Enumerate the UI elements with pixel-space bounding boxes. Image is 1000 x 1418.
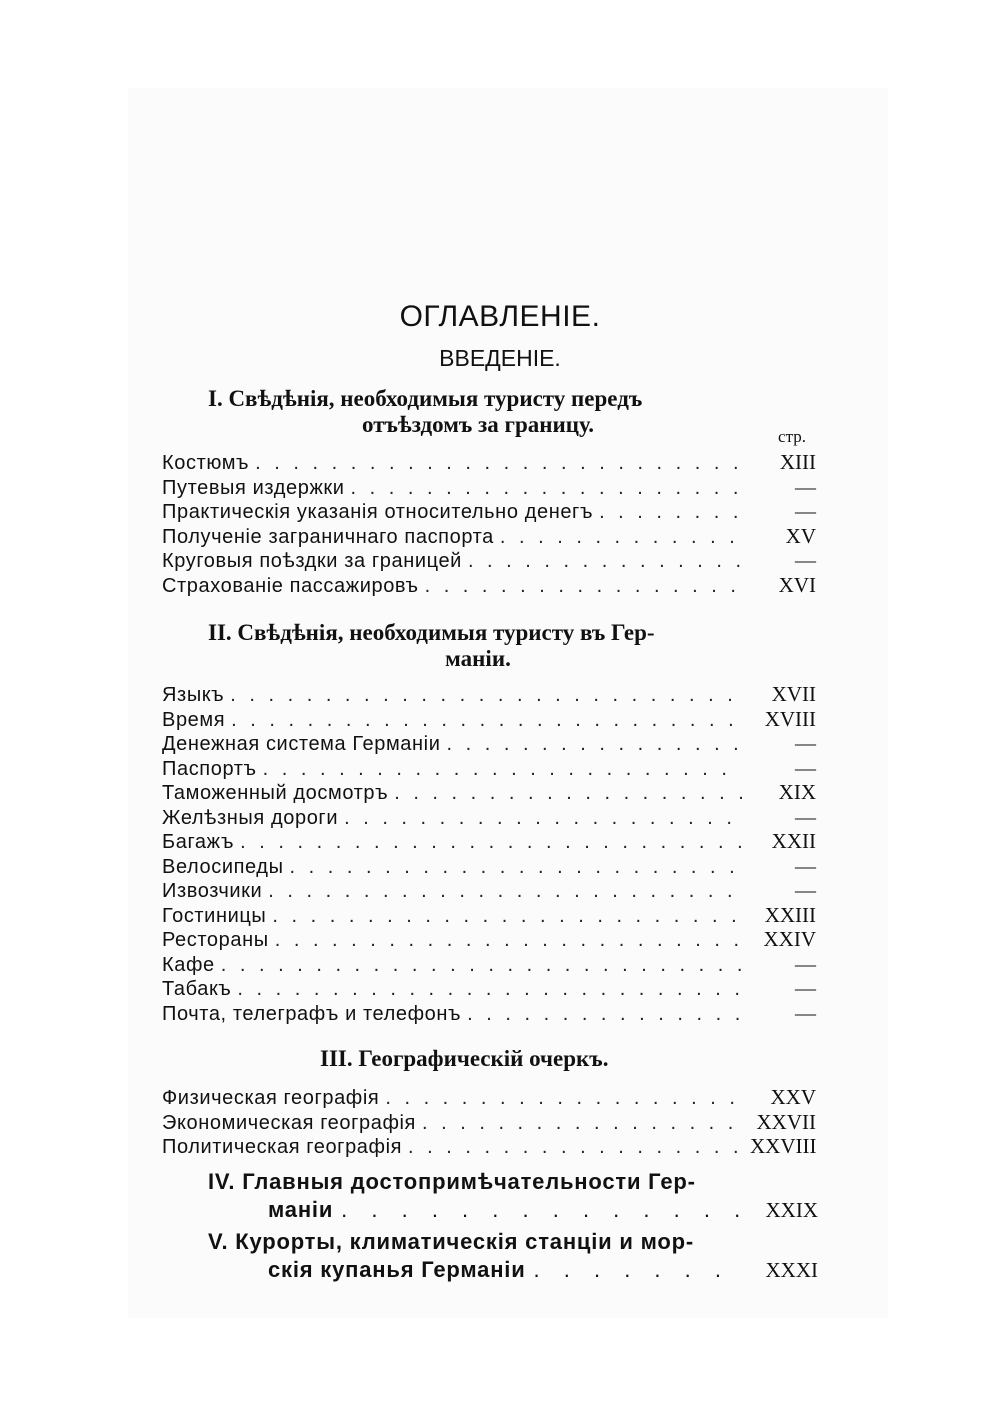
toc-entry-label: Путевыя издержки: [162, 476, 345, 499]
toc-entry[interactable]: [162, 731, 816, 756]
dot-leader: [275, 929, 742, 952]
dot-leader: [468, 550, 742, 573]
dot-leader: [290, 856, 742, 879]
toc-entry-label: Время: [162, 708, 226, 731]
toc-entry-label: Паспортъ: [162, 757, 257, 780]
toc-entry[interactable]: [162, 829, 816, 854]
toc-entry-label: Денежная система Германіи: [162, 733, 441, 755]
toc-entry-label: Практическія указанія относительно денегъ: [162, 501, 594, 523]
toc-entry-label: Велосипеды: [162, 855, 284, 878]
dot-leader: [231, 709, 742, 732]
toc-entry-page: —: [795, 731, 816, 755]
toc-entry-page: —: [795, 548, 816, 572]
dot-leader: [385, 1087, 742, 1110]
section-5-line1: V. Курорты, климатическія станціи и мор-: [208, 1229, 695, 1254]
toc-entry[interactable]: [162, 1001, 816, 1026]
section-4-line2: маніи: [268, 1197, 334, 1222]
toc-entry-label: Багажъ: [162, 831, 235, 853]
toc-entry[interactable]: [162, 499, 816, 524]
toc-entry-page: XIII: [779, 450, 816, 474]
toc-entry-label: Гостиницы: [162, 904, 267, 927]
toc-entry[interactable]: [162, 573, 816, 598]
toc-entry-page: XXVII: [756, 1109, 816, 1134]
toc-entry-label: Рестораны: [162, 929, 269, 951]
dot-leader: [341, 1196, 744, 1224]
toc-entry-label: Почта, телеграфъ и телефонъ: [162, 1002, 462, 1025]
dot-leader: [599, 501, 742, 524]
dot-leader: [240, 831, 742, 854]
toc-entry-page: XXVIII: [750, 1134, 817, 1158]
toc-entry[interactable]: [162, 524, 816, 549]
toc-entry[interactable]: [162, 548, 816, 573]
dot-leader: [221, 954, 742, 977]
toc-entry-label: Табакъ: [162, 978, 232, 1000]
toc-entry[interactable]: [162, 1134, 816, 1159]
toc-entry-page: —: [795, 804, 816, 829]
page-title: ОГЛАВЛЕНІЕ.: [399, 300, 601, 333]
toc-entry-section-5[interactable]: [208, 1228, 818, 1284]
toc-entry-label: Полученіе заграничнаго паспорта: [162, 525, 494, 548]
section-heading-2-line1: II. Свѣдѣнія, необходимыя туристу въ Гер-: [208, 620, 655, 645]
toc-entry-section-4[interactable]: [208, 1168, 818, 1224]
toc-entry-label: Политическая географія: [162, 1136, 403, 1158]
toc-entry-page: XV: [785, 523, 816, 548]
toc-entry[interactable]: [162, 878, 816, 903]
toc-entry-page: —: [795, 474, 816, 499]
toc-entry-page: XVIII: [764, 706, 816, 731]
toc-entry[interactable]: [162, 903, 816, 928]
dot-leader: [500, 526, 742, 549]
dot-leader: [344, 807, 742, 830]
dot-leader: [263, 758, 742, 781]
toc-entry-page: —: [795, 755, 816, 780]
toc-entry-page: —: [795, 976, 816, 1000]
toc-entry-label: Таможенный досмотръ: [162, 782, 389, 804]
section-heading-2-line2: маніи.: [445, 646, 511, 671]
dot-leader: [351, 477, 742, 500]
toc-entry[interactable]: [162, 976, 816, 1001]
section-heading-2: [208, 620, 748, 672]
dot-leader: [408, 1136, 742, 1159]
toc-entry[interactable]: [162, 952, 816, 977]
toc-entry-page: —: [795, 1000, 816, 1025]
toc-entry-page: XXIV: [763, 927, 816, 951]
dot-leader: [268, 880, 742, 903]
toc-entry-page: —: [795, 951, 816, 976]
toc-entry[interactable]: [162, 707, 816, 732]
toc-entry[interactable]: [162, 780, 816, 805]
dot-leader: [446, 733, 742, 756]
toc-entry-label: Языкъ: [162, 684, 225, 706]
dot-leader: [422, 1112, 742, 1135]
toc-entry[interactable]: [162, 682, 816, 707]
toc-entry-page: —: [795, 878, 816, 902]
toc-entry[interactable]: [162, 854, 816, 879]
dot-leader: [394, 782, 742, 805]
section-heading-1-line2: отъѣздомъ за границу.: [362, 412, 594, 437]
toc-entry-page: XIX: [778, 780, 816, 804]
section-heading-3-line1: III. Географическій очеркъ.: [320, 1046, 609, 1071]
dot-leader: [425, 575, 742, 598]
toc-entry-page: XXII: [771, 829, 816, 853]
section-4-line1: IV. Главныя достопримѣчательности Гер-: [208, 1169, 696, 1194]
dot-leader: [255, 452, 742, 475]
section-4-page: XXIX: [765, 1198, 818, 1222]
toc-entry-page: XXV: [770, 1085, 816, 1109]
toc-entry[interactable]: [162, 756, 816, 781]
toc-entry[interactable]: [162, 1110, 816, 1135]
section-5-line2: скія купанья Германіи: [268, 1257, 526, 1282]
section-heading-3: [320, 1046, 720, 1072]
dot-leader: [237, 978, 742, 1001]
intro-heading: ВВЕДЕНІЕ.: [439, 345, 561, 371]
page-column-label: стр.: [778, 427, 806, 446]
toc-entry-page: XXIII: [764, 902, 816, 927]
toc-entry-label: Кафе: [162, 953, 215, 976]
toc-list-section-3: [162, 1085, 816, 1159]
section-5-page: XXXI: [765, 1258, 818, 1282]
toc-entry[interactable]: [162, 475, 816, 500]
dot-leader: [534, 1256, 744, 1284]
toc-entry-label: Экономическая географія: [162, 1111, 416, 1134]
toc-entry-label: Физическая географія: [162, 1087, 380, 1109]
toc-entry[interactable]: [162, 927, 816, 952]
toc-entry-label: Извозчики: [162, 880, 263, 902]
toc-entry[interactable]: [162, 805, 816, 830]
dot-leader: [272, 905, 742, 928]
toc-list-section-1: [162, 450, 816, 597]
toc-entry-label: Костюмъ: [162, 452, 250, 474]
toc-entry[interactable]: [162, 450, 816, 475]
section-heading-1: [208, 386, 748, 438]
toc-entry-label: Страхованіе пассажировъ: [162, 574, 419, 597]
toc-list-section-2: [162, 682, 816, 1025]
section-heading-1-line1: I. Свѣдѣнія, необходимыя туристу передъ: [208, 386, 643, 411]
toc-entry-page: —: [795, 853, 816, 878]
toc-entry-page: XVI: [778, 572, 816, 597]
dot-leader: [230, 684, 742, 707]
toc-entry[interactable]: [162, 1085, 816, 1110]
toc-entry-page: —: [795, 499, 816, 523]
toc-entry-label: Круговыя поѣздки за границей: [162, 550, 462, 572]
dot-leader: [467, 1003, 742, 1026]
toc-entry-label: Желѣзныя дороги: [162, 806, 339, 829]
toc-entry-page: XVII: [771, 682, 816, 706]
